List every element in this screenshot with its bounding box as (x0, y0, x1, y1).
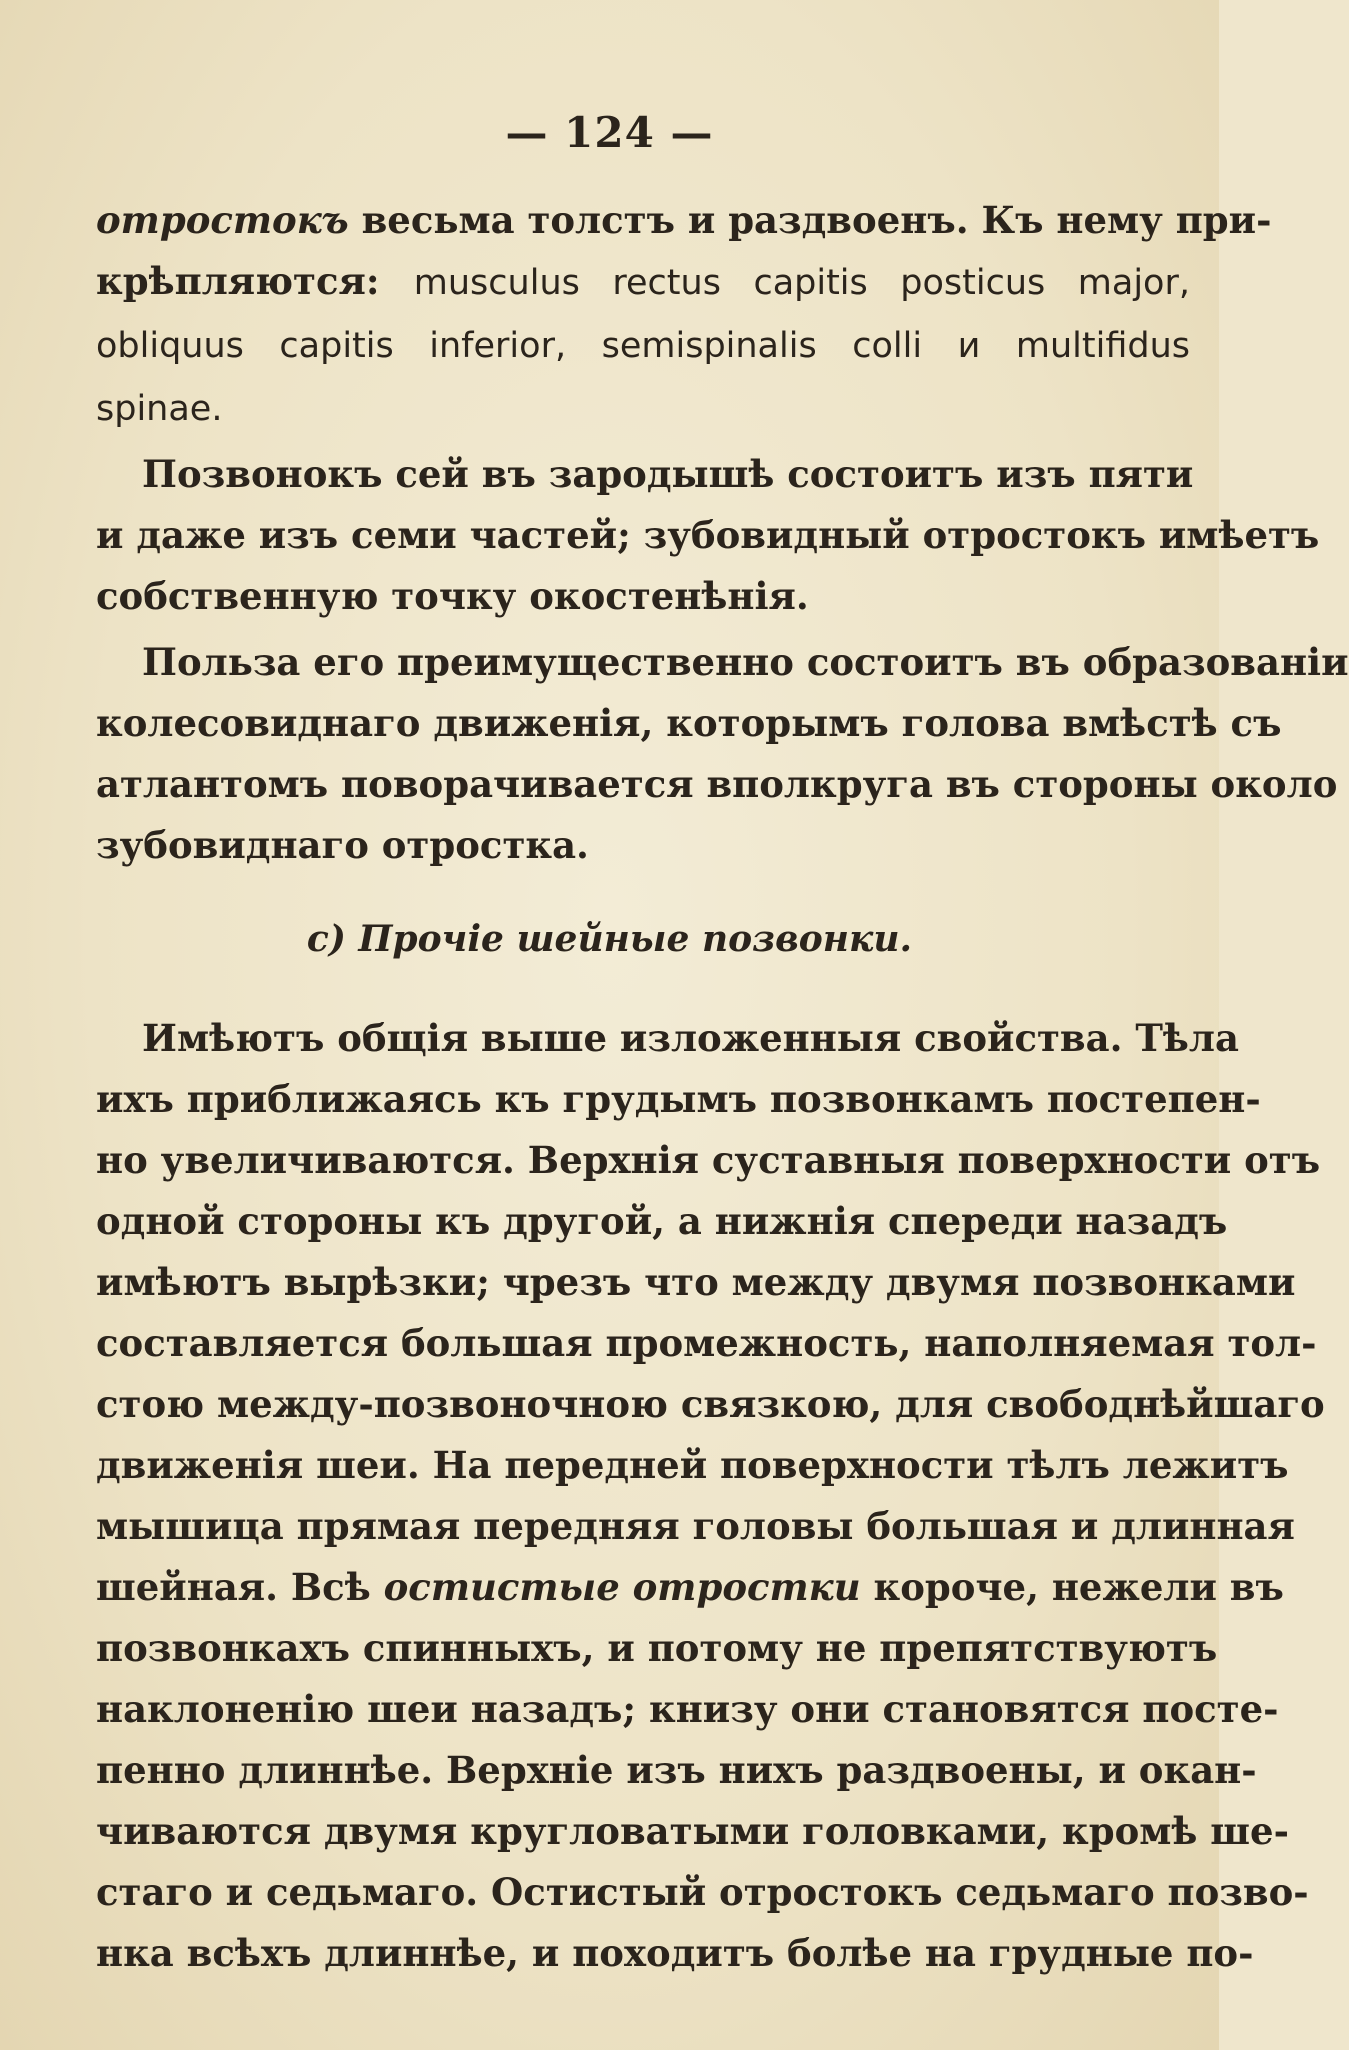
text-line (96, 190, 1272, 251)
section-heading: c) Прочіе шейные позвонки. (306, 918, 913, 960)
text-line: Польза его преимущественно состоитъ въ образованіи (142, 640, 1349, 684)
page-number: — 124 — (505, 108, 714, 157)
text-line: чиваются двумя кругловатыми головками, кромѣ ше- (96, 1809, 1289, 1853)
latin-term: spinae. (96, 389, 223, 429)
text-line: имѣютъ вырѣзки; чрезъ что между двумя позвонками (96, 1260, 1296, 1304)
text-line: Имѣютъ общія выше изложенныя свойства. Тѣла (142, 1016, 1239, 1060)
text-line: составляется большая промежность, наполняемая тол- (96, 1321, 1317, 1365)
text-span: крѣпляются: (96, 259, 414, 303)
text-line: Позвонокъ сей въ зародышѣ состоитъ изъ пяти (142, 452, 1194, 496)
italic-term: остистые отростки (383, 1565, 861, 1609)
latin-term: obliquus capitis inferior, semispinalis colli и multifidus (96, 326, 1190, 366)
text-line: зубовиднаго отростка. (96, 823, 589, 867)
text-line: нка всѣхъ длиннѣе, и походитъ болѣе на грудные по- (96, 1931, 1254, 1975)
text-line: атлантомъ поворачивается вполкруга въ стороны около (96, 762, 1338, 806)
text-line: позвонкахъ спинныхъ, и потому не препятствуютъ (96, 1626, 1218, 1670)
italic-term: отростокъ (96, 198, 349, 242)
latin-term: musculus rectus capitis posticus major, (413, 263, 1190, 303)
text-line (96, 314, 1190, 377)
paragraph-cervical (96, 1008, 1325, 1984)
text-line: движенія шеи. На передней поверхности тѣлъ лежитъ (96, 1443, 1289, 1487)
text-line (96, 377, 1190, 440)
text-line: собственную точку окостенѣнія. (96, 574, 809, 618)
text-span: шейная. Всѣ (96, 1565, 384, 1609)
text-span: короче, нежели въ (860, 1565, 1284, 1609)
text-line: ихъ приближаясь къ грудымъ позвонкамъ постепен- (96, 1077, 1261, 1121)
text-line: одной стороны къ другой, а нижнія спереди назадъ (96, 1199, 1228, 1243)
paragraph-function (96, 632, 1349, 876)
text-line: пенно длиннѣе. Верхніе изъ нихъ раздвоены, и окан- (96, 1748, 1257, 1792)
text-line: и даже изъ семи частей; зубовидный отростокъ имѣетъ (96, 513, 1320, 557)
text-line (96, 1557, 1284, 1618)
text-line (96, 251, 1190, 314)
text-line: мышица прямая передняя головы большая и длинная (96, 1504, 1295, 1548)
text-line: колесовиднаго движенія, которымъ голова вмѣстѣ съ (96, 701, 1282, 745)
text-line: но увеличиваются. Верхнія суставныя поверхности отъ (96, 1138, 1321, 1182)
paragraph-continuation (96, 190, 1272, 440)
text-line: стаго и седьмаго. Остистый отростокъ седьмаго позво- (96, 1870, 1309, 1914)
text-span: весьма толстъ и раздвоенъ. Къ нему при- (348, 198, 1272, 242)
text-line: стою между-позвоночною связкою, для свободнѣйшаго (96, 1382, 1325, 1426)
paragraph-embryo (96, 444, 1320, 627)
text-line: наклоненію шеи назадъ; книзу они становятся посте- (96, 1687, 1279, 1731)
